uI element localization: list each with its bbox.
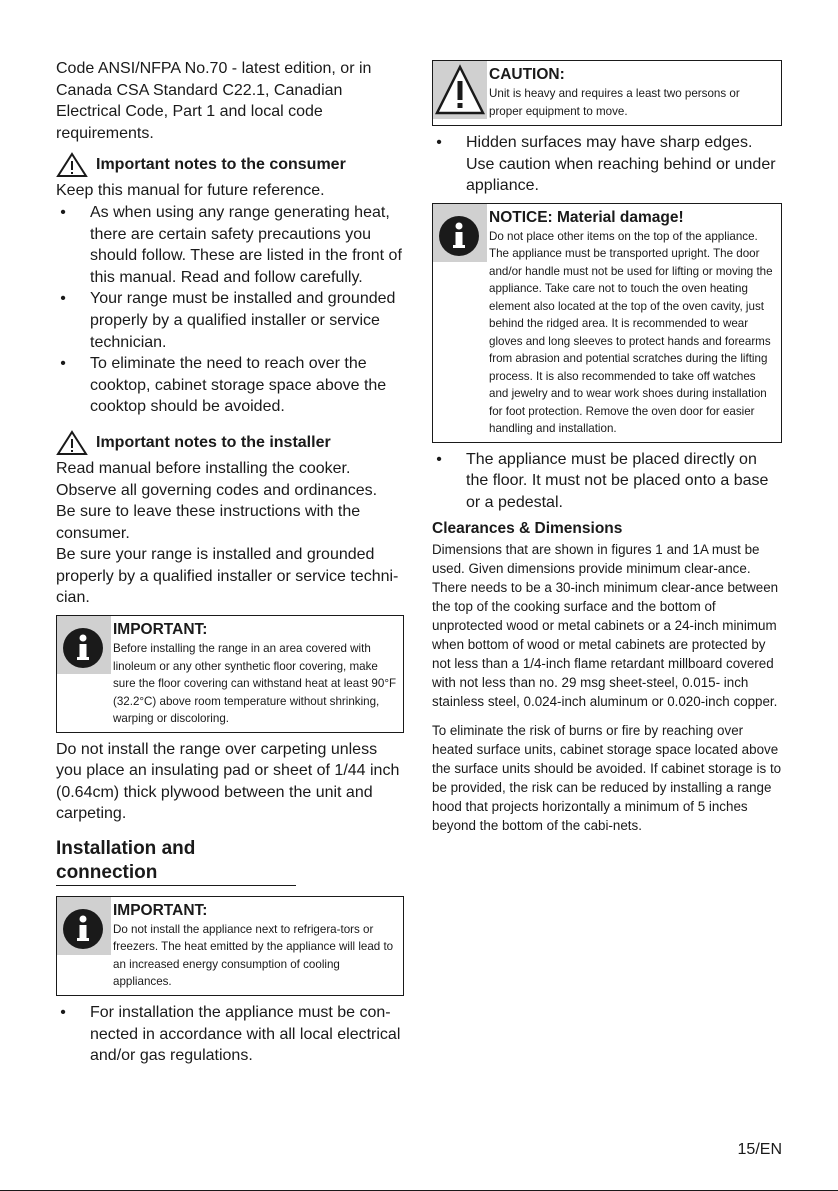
installer-line: Be sure your range is installed and grounded properly by a qualified installer or service techni-cian. xyxy=(56,546,399,607)
warning-triangle-icon xyxy=(56,430,88,456)
sharp-edges-bullets xyxy=(432,132,782,197)
notice-box xyxy=(432,203,782,443)
important-box-floor xyxy=(56,615,404,733)
installer-notes-heading xyxy=(56,430,404,456)
list-item: • Your range must be installed and grounded properly by a qualified installer or service technician. xyxy=(60,290,396,351)
installer-line: Read manual before installing the cooker. xyxy=(56,459,351,477)
important-box-title: IMPORTANT: xyxy=(113,901,208,919)
floor-placement-bullets xyxy=(432,449,782,514)
clearances-heading: Clearances & Dimensions xyxy=(432,519,623,537)
info-icon xyxy=(57,616,111,674)
right-column xyxy=(432,58,782,835)
installation-bullets xyxy=(56,1002,404,1067)
important-box-refrigerator xyxy=(56,896,404,996)
consumer-bullets xyxy=(56,202,404,418)
installer-line: Be sure to leave these instructions with the consumer. xyxy=(56,503,361,542)
list-item: • Hidden surfaces may have sharp edges. Use caution when reaching behind or under appliance. xyxy=(436,134,776,195)
caution-box xyxy=(432,60,782,126)
installer-line: Observe all governing codes and ordinances. xyxy=(56,481,378,499)
clearances-text: Dimensions that are shown in figures 1 and 1A must be used. Given dimensions provide minimum clear-ance. There needs to be a 30-inch minimum clear-ance between the top of the cooking surface and the bottom of unprotected wood or metal cabinets or a 24-inch minimum when bottom of wood or metal cabinets are protected by not less than a 1/4-inch flame retardant millboard covered with not less than no. 29 msg sheet-steel, 0.015- inch stainless steel, 0.024-inch aluminum or 0.020-inch copper. xyxy=(432,541,779,709)
risk-text: To eliminate the risk of burns or fire by reaching over heated surface units, cabinet storage space located above the surface units should be avoided. If cabinet storage is to be provided, the risk can be reduced by installing a range hood that projects horizontally a minimum of 5 inches beyond the bottom of the cabi-nets. xyxy=(432,722,782,833)
caution-box-text: Unit is heavy and requires a least two persons or proper equipment to move. xyxy=(489,87,740,118)
info-icon xyxy=(433,204,487,262)
consumer-intro-text: Keep this manual for future reference. xyxy=(56,182,325,200)
list-item: • To eliminate the need to reach over the cooktop, cabinet storage space above the cooktop should be avoided. xyxy=(60,355,387,416)
page-number: 15/EN xyxy=(737,1141,782,1158)
left-column xyxy=(56,58,404,1067)
list-item: • As when using any range generating heat, there are certain safety precautions you should follow. These are listed in the front of this manual. Read and follow carefully. xyxy=(60,203,402,286)
consumer-notes-heading xyxy=(56,152,404,178)
carpet-text: Do not install the range over carpeting unless you place an insulating pad or sheet of 1/44 inch (0.64cm) thick plywood between the unit and carpeting. xyxy=(56,740,400,823)
info-icon xyxy=(57,897,111,955)
notice-box-text: Do not place other items on the top of the appliance. The appliance must be transported upright. The door and/or handle must not be used for lifting or moving the appliance. Take care not to touch the oven heating element also located at the top of the oven cavity, just behind the ridged area. It is recommended to wear gloves and long sleeves to protect hands and forearms from abrasion and potential scratches during the lifting process. It is also recommended to take off watches and jewelry and to wear work shoes during installation for foot protection. Remove the oven door for easier handling and installation. xyxy=(489,229,773,436)
caution-triangle-icon xyxy=(433,61,487,119)
important-box-text: Do not install the appliance next to refrigera-tors or freezers. The heat emitted by the appliance will lead to an increased energy consumption of cooling appliances. xyxy=(113,922,394,989)
important-box-title: IMPORTANT: xyxy=(113,621,208,639)
installation-heading: Installation and connection xyxy=(56,837,296,886)
important-box-text: Before installing the range in an area covered with linoleum or any other synthetic floor covering, make sure the floor covering can withstand heat at least 90°F (32.2°C) above room temperature without shrinking, warping or discoloring. xyxy=(113,642,397,726)
list-item: • For installation the appliance must be con-nected in accordance with all local electrical and/or gas regulations. xyxy=(60,1003,401,1065)
caution-box-title: CAUTION: xyxy=(489,66,565,83)
consumer-notes-title: Important notes to the consumer xyxy=(96,156,346,174)
installer-notes-title: Important notes to the installer xyxy=(96,433,331,451)
code-intro-text: Code ANSI/NFPA No.70 - latest edition, or in Canada CSA Standard C22.1, Canadian Electrical Code, Part 1 and local code requirements. xyxy=(56,60,372,142)
list-item: • The appliance must be placed directly on the floor. It must not be placed onto a base or a pedestal. xyxy=(436,450,769,511)
notice-box-title: NOTICE: Material damage! xyxy=(489,208,684,226)
warning-triangle-icon xyxy=(56,152,88,178)
